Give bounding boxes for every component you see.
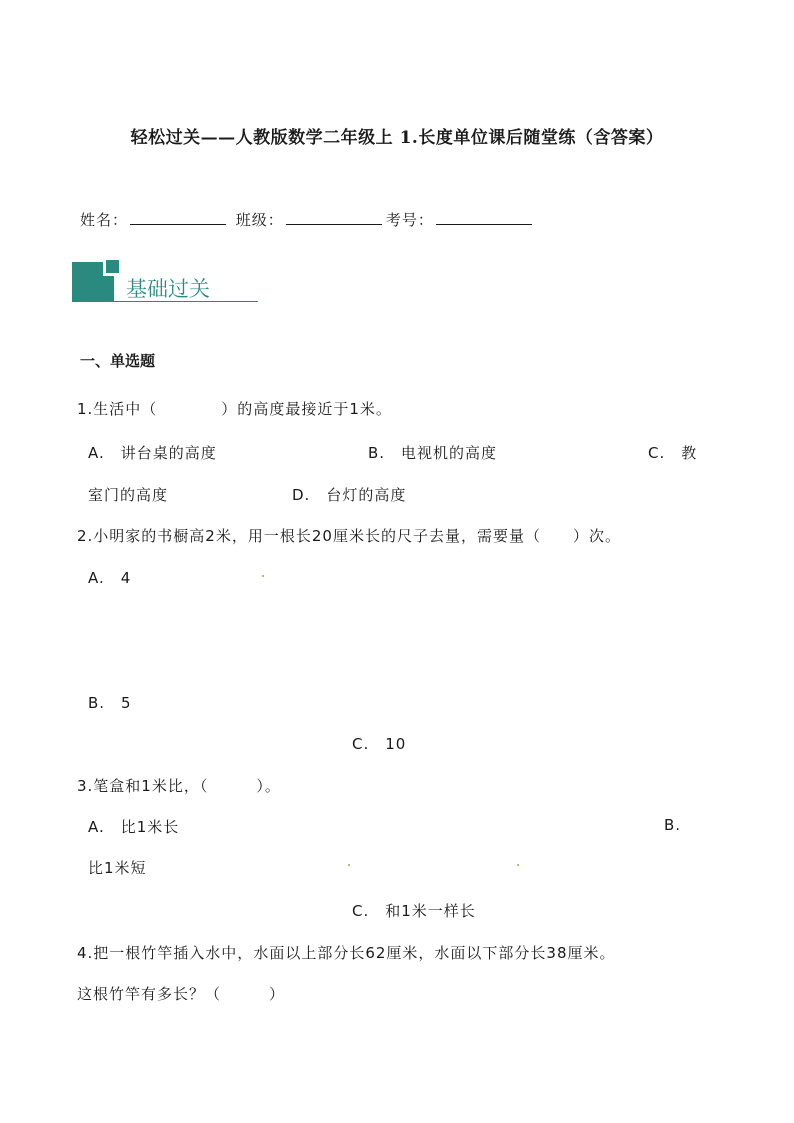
question-1-option-b[interactable]: B. 电视机的高度 [368,444,498,462]
question-1-option-c[interactable]: C. 教 [648,444,698,462]
question-1-option-a[interactable]: A. 讲台桌的高度 [88,444,217,462]
exam-label: 考号： [385,211,434,229]
question-3-stem: 3.笔盒和1米比，（ ）。 [77,777,281,795]
question-4-stem-line-2: 这根竹竿有多长？（ ） [77,985,286,1003]
banner-label: 基础过关 [126,277,210,301]
question-4-stem-line-1: 4.把一根竹竿插入水中，水面以上部分长62厘米，水面以下部分长38厘米。 [77,944,616,962]
stray-dot [348,864,350,866]
name-label: 姓名： [80,211,129,229]
question-2-stem: 2.小明家的书橱高2米，用一根长20厘米长的尺子去量，需要量（ ）次。 [77,527,621,545]
question-2-option-a[interactable]: A. 4 [88,569,132,587]
question-2-option-b[interactable]: B. 5 [88,694,132,712]
stray-dot [262,575,264,577]
section-title: 一、单选题 [80,352,156,370]
question-2-option-c[interactable]: C. 10 [352,735,407,753]
question-1-option-c-continued[interactable]: 室门的高度 [88,486,169,504]
page-title: 轻松过关——人教版数学二年级上 1.长度单位课后随堂练（含答案） [130,128,664,148]
question-3-option-b[interactable]: B. [664,816,682,834]
student-info-line [80,209,536,230]
question-3-option-a[interactable]: A. 比1米长 [88,818,180,836]
name-blank[interactable] [130,210,226,225]
banner-small-square-icon [103,260,119,276]
question-1-stem: 1.生活中（ ）的高度最接近于1米。 [77,400,392,418]
stray-dot [517,864,519,866]
question-3-option-c[interactable]: C. 和1米一样长 [352,902,476,920]
question-3-option-b-continued[interactable]: 比1米短 [88,859,147,877]
class-label: 班级： [235,211,284,229]
exam-blank[interactable] [436,210,532,225]
section-banner [72,260,258,304]
question-1-option-d[interactable]: D. 台灯的高度 [292,486,407,504]
class-blank[interactable] [286,210,382,225]
